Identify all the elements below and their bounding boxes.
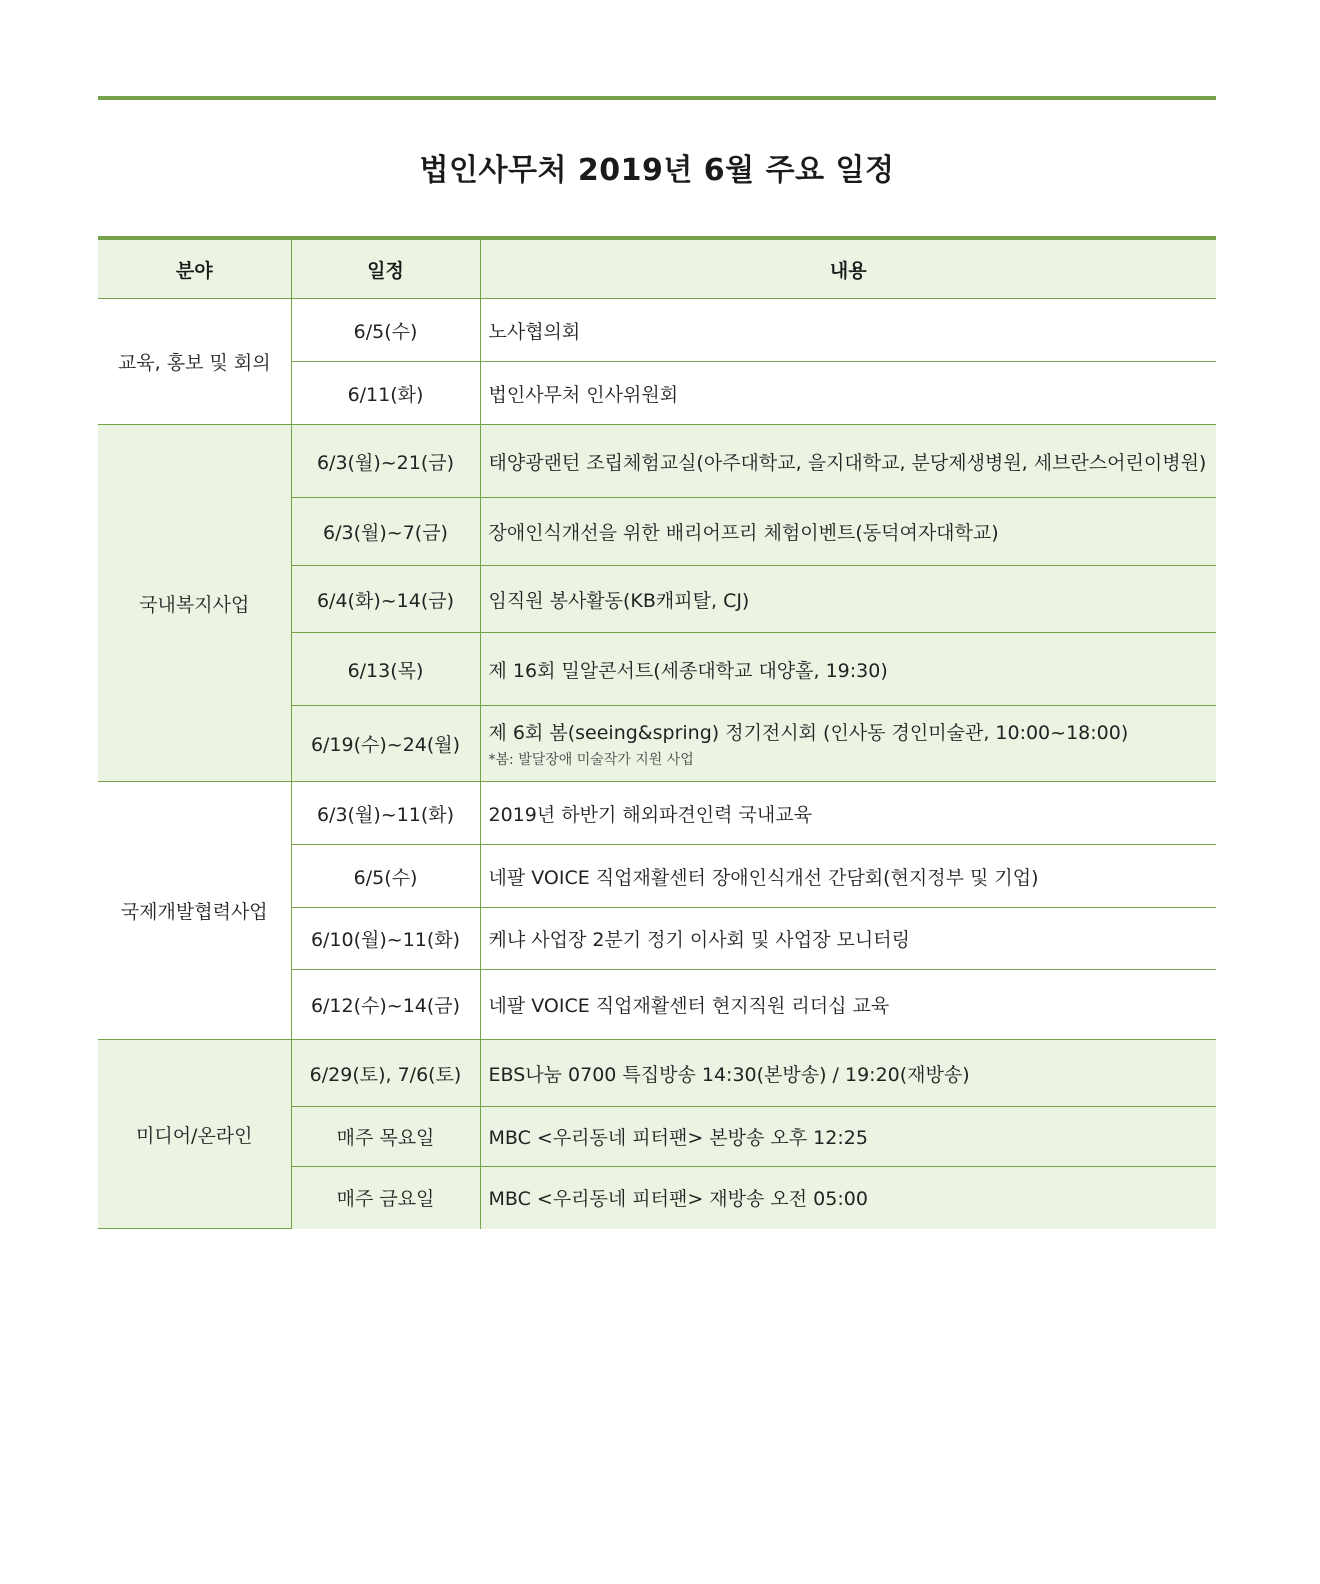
content-cell: 태양광랜턴 조립체험교실(아주대학교, 을지대학교, 분당제생병원, 세브란스어린이병원) xyxy=(480,425,1216,498)
content-cell: MBC <우리동네 피터팬> 본방송 오후 12:25 xyxy=(480,1107,1216,1167)
date-cell: 매주 금요일 xyxy=(291,1167,480,1229)
table-row xyxy=(98,1040,1216,1107)
date-cell: 6/3(월)~7(금) xyxy=(291,498,480,566)
category-cell: 미디어/온라인 xyxy=(98,1040,291,1229)
date-cell: 6/4(화)~14(금) xyxy=(291,566,480,633)
date-cell: 6/29(토), 7/6(토) xyxy=(291,1040,480,1107)
date-cell: 6/12(수)~14(금) xyxy=(291,970,480,1040)
top-divider xyxy=(98,96,1216,100)
header-category: 분야 xyxy=(98,240,291,299)
category-cell: 국제개발협력사업 xyxy=(98,782,291,1040)
schedule-table xyxy=(98,240,1216,1229)
content-note: *봄: 발달장애 미술작가 지원 사업 xyxy=(488,752,694,768)
content-text: 제 6회 봄(seeing&spring) 정기전시회 (인사동 경인미술관, 10:00~18:00) xyxy=(488,722,1129,744)
table-row xyxy=(98,425,1216,498)
page-title: 법인사무처 2019년 6월 주요 일정 xyxy=(419,153,895,188)
date-cell: 6/3(월)~21(금) xyxy=(291,425,480,498)
date-cell: 6/3(월)~11(화) xyxy=(291,782,480,845)
date-cell: 6/11(화) xyxy=(291,362,480,425)
date-cell: 6/19(수)~24(월) xyxy=(291,706,480,782)
date-cell: 6/5(수) xyxy=(291,299,480,362)
date-cell: 6/10(월)~11(화) xyxy=(291,908,480,970)
date-cell: 6/5(수) xyxy=(291,845,480,908)
content-cell: 네팔 VOICE 직업재활센터 장애인식개선 간담회(현지정부 및 기업) xyxy=(480,845,1216,908)
content-cell: 장애인식개선을 위한 배리어프리 체험이벤트(동덕여자대학교) xyxy=(480,498,1216,566)
date-cell: 6/13(목) xyxy=(291,633,480,706)
content-cell: 2019년 하반기 해외파견인력 국내교육 xyxy=(480,782,1216,845)
category-cell: 국내복지사업 xyxy=(98,425,291,782)
table-row xyxy=(98,782,1216,845)
content-cell: 네팔 VOICE 직업재활센터 현지직원 리더십 교육 xyxy=(480,970,1216,1040)
table-header-row xyxy=(98,240,1216,299)
date-cell: 매주 목요일 xyxy=(291,1107,480,1167)
content-cell: 노사협의회 xyxy=(480,299,1216,362)
header-date: 일정 xyxy=(291,240,480,299)
content-cell xyxy=(480,706,1216,782)
header-content: 내용 xyxy=(480,240,1216,299)
content-cell: 임직원 봉사활동(KB캐피탈, CJ) xyxy=(480,566,1216,633)
content-cell: EBS나눔 0700 특집방송 14:30(본방송) / 19:20(재방송) xyxy=(480,1040,1216,1107)
content-cell: 제 16회 밀알콘서트(세종대학교 대양홀, 19:30) xyxy=(480,633,1216,706)
table-row xyxy=(98,299,1216,362)
content-cell: 케냐 사업장 2분기 정기 이사회 및 사업장 모니터링 xyxy=(480,908,1216,970)
content-cell: 법인사무처 인사위원회 xyxy=(480,362,1216,425)
content-cell: MBC <우리동네 피터팬> 재방송 오전 05:00 xyxy=(480,1167,1216,1229)
category-cell: 교육, 홍보 및 회의 xyxy=(98,299,291,425)
